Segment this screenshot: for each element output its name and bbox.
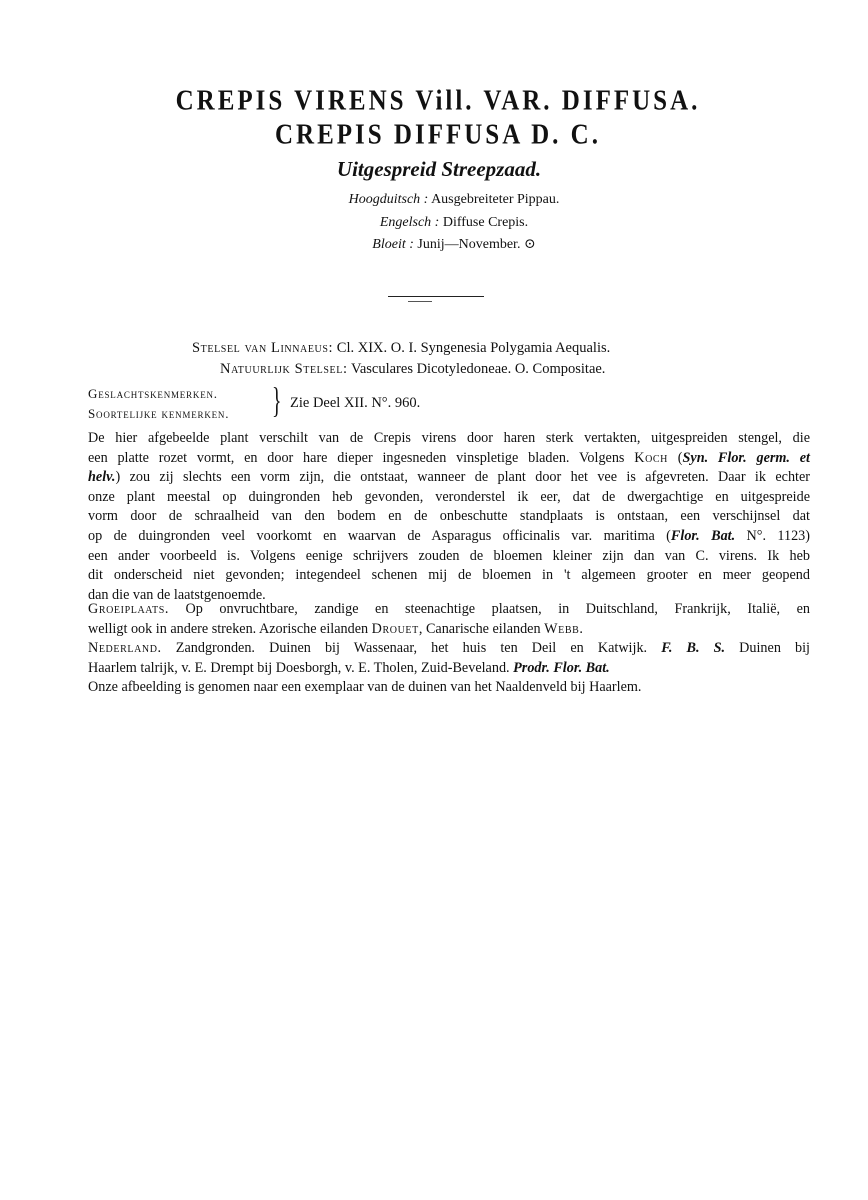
- dutch-name: Uitgespreid Streepzaad.: [336, 157, 542, 181]
- netherlands-label: Nederland.: [88, 640, 162, 656]
- author-webb: Webb: [544, 620, 580, 637]
- koch-reference-cont: helv.: [88, 469, 116, 486]
- german-name: Ausgebreiteter Pippau.: [428, 192, 560, 207]
- netherlands-text: Zandgronden. Duinen bij Wassenaar, het huis ten Deil en Katwijk.: [161, 640, 662, 656]
- english-label: Engelsch :: [379, 215, 440, 230]
- prodromus-reference: Prodr. Flor. Bat.: [513, 659, 610, 676]
- volume-reference: Zie Deel XII. N°. 960.: [290, 395, 421, 411]
- koch-reference: Syn. Flor. germ. et: [682, 449, 810, 466]
- habitat-text: welligt ook in andere streken. Azorische eilanden: [88, 620, 372, 637]
- closing-paragraph: [88, 678, 810, 698]
- description-text: een platte rozet vormt, en door hare dieper ingesneden vinspletige bladen. Volgens: [88, 449, 635, 466]
- koch-ref-open: (: [668, 449, 683, 466]
- english-name-line: [0, 215, 868, 231]
- linnaeus-label: Stelsel van Linnaeus:: [192, 340, 334, 356]
- netherlands-line: [88, 639, 810, 659]
- description-paragraph: [88, 429, 810, 605]
- bloom-value: Junij—November. ⊙: [413, 237, 536, 252]
- description-text: zou zij slechts een vorm zijn, die ontstaat, wanneer de plant door het vee is afgevreten. Daar ik echter: [129, 469, 810, 486]
- description-line: onze plant meestal op duingronden heb gevonden, veronderstel ik eer, dat de dwergachtige en uitgespreide: [88, 488, 810, 505]
- flor-bat-number: N°. 1123): [735, 527, 810, 544]
- flor-bat-reference: Flor. Bat.: [670, 527, 736, 544]
- linnaeus-system: [192, 340, 610, 357]
- german-label: Hoogduitsch :: [348, 192, 429, 207]
- genus-characters-label: Geslachtskenmerken.: [88, 386, 218, 401]
- description-line: [88, 468, 810, 488]
- description-line: vorm door de schraalheid van den bodem en de onbeschutte standplaats is ontstaan, een verschijnsel dat: [88, 508, 810, 525]
- netherlands-text: Haarlem talrijk, v. E. Drempt bij Doesborgh, v. E. Tholen, Zuid-Beveland.: [88, 659, 514, 676]
- fbs-reference: F. B. S.: [661, 640, 726, 656]
- description-line: [88, 527, 810, 547]
- netherlands-paragraph: [88, 639, 810, 678]
- closing-line: Onze afbeelding is genomen naar een exemplaar van de duinen van het Naaldenveld bij Haarlem.: [88, 679, 642, 695]
- habitat-line: [88, 600, 810, 620]
- divider-rule: [388, 296, 484, 297]
- natural-system: [220, 361, 605, 378]
- netherlands-text: Duinen bij: [725, 640, 811, 656]
- divider-rule-short: [408, 301, 432, 302]
- habitat-text: .: [579, 620, 583, 637]
- bloom-line: [0, 236, 868, 253]
- koch-ref-close: ): [115, 469, 121, 486]
- description-line: dan die van de laatstgenoemde.: [88, 586, 266, 603]
- natural-label: Natuurlijk Stelsel:: [220, 361, 348, 377]
- brace-symbol: }: [272, 380, 282, 420]
- habitat-label: Groeiplaats.: [88, 601, 169, 617]
- author-koch: Koch: [634, 449, 668, 466]
- habitat-text: , Canarische eilanden: [418, 620, 545, 637]
- natural-value: Vasculares Dicotyledoneae. O. Compositae.: [347, 361, 606, 377]
- description-line: dit onderscheid niet gevonden; integendeel schenen mij de bloemen in 't algemeen grooter en meer geopend: [88, 567, 810, 584]
- title-line-2: CREPIS DIFFUSA D. C.: [274, 120, 601, 151]
- habitat-paragraph: [88, 600, 810, 639]
- habitat-text: Op onvruchtbare, zandige en steenachtige plaatsen, in Duitschland, Frankrijk, Italië, en: [169, 601, 810, 617]
- bloom-label: Bloeit :: [372, 237, 414, 252]
- habitat-line: [88, 620, 810, 640]
- german-name-line: [0, 192, 868, 208]
- description-text: op de duingronden veel voorkomt en waarvan de Asparagus officinalis var. maritima (: [88, 527, 671, 544]
- description-line: De hier afgebeelde plant verschilt van de Crepis virens door haren sterk vertakten, uitgespreiden stengel, die: [88, 430, 810, 446]
- title-line-1: CREPIS VIRENS Vill. VAR. DIFFUSA.: [175, 86, 701, 117]
- english-name: Diffuse Crepis.: [439, 215, 529, 230]
- netherlands-line: [88, 659, 810, 679]
- description-line: een ander voorbeeld is. Volgens eenige schrijvers zouden de bloemen kleiner zijn dan van C. virens. Ik heb: [88, 547, 810, 564]
- description-line: [88, 449, 810, 469]
- species-characters-label: Soortelijke kenmerken.: [88, 406, 230, 421]
- author-drouet: Drouet: [371, 620, 419, 637]
- linnaeus-value: Cl. XIX. O. I. Syngenesia Polygamia Aequalis.: [333, 340, 611, 356]
